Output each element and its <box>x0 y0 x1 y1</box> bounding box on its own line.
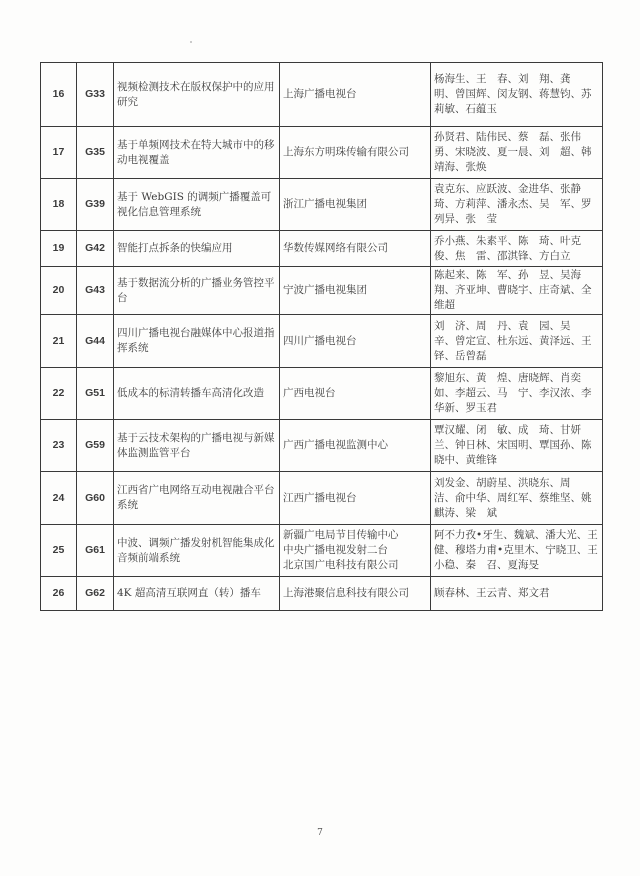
authors: 阿不力孜•牙生、魏斌、潘大光、王 健、穆塔力甫•克里木、宁晓卫、王小稳、秦 召、夏海旻 <box>431 525 603 577</box>
table-row <box>41 525 603 577</box>
row-number: 22 <box>41 368 77 420</box>
organization-line: 宁波广播电视集团 <box>283 284 367 296</box>
project-name: 基于数据流分析的广播业务管控平台 <box>114 267 280 315</box>
organization-line: 华数传媒网络有限公司 <box>283 242 388 254</box>
organization <box>280 267 431 315</box>
organization <box>280 179 431 231</box>
organization <box>280 231 431 267</box>
project-code: G60 <box>77 472 114 525</box>
project-code: G33 <box>77 63 114 127</box>
authors: 孙贤君、陆伟民、蔡 磊、张伟勇、宋晓波、夏一晨、刘 超、韩靖海、张焕 <box>431 127 603 179</box>
table-row <box>41 127 603 179</box>
row-number: 26 <box>41 577 77 611</box>
scan-speck <box>190 41 192 43</box>
row-number: 24 <box>41 472 77 525</box>
row-number: 16 <box>41 63 77 127</box>
authors: 覃汉耀、闭 敏、成 琦、甘妍兰、钟日林、宋国明、覃国孙、陈晓中、黄维锋 <box>431 420 603 472</box>
authors: 乔小燕、朱素平、陈 琦、叶克俊、焦 雷、邵淇锋、方白立 <box>431 231 603 267</box>
table-row <box>41 577 603 611</box>
project-name: 基于云技术架构的广播电视与新媒体监测监管平台 <box>114 420 280 472</box>
award-table-body <box>41 63 609 611</box>
authors: 陈起来、陈 军、孙 昱、吴海翔、齐亚坤、曹晓宇、庄奇斌、全维超 <box>431 267 603 315</box>
organization-line: 广西电视台 <box>283 387 336 399</box>
project-name: 4K 超高清互联网直（转）播车 <box>114 577 280 611</box>
project-code: G61 <box>77 525 114 577</box>
table-row <box>41 472 603 525</box>
authors: 刘发金、胡蔚星、洪晓东、周 洁、俞中华、周红军、蔡维坚、姚麒涛、梁 斌 <box>431 472 603 525</box>
project-code: G62 <box>77 577 114 611</box>
row-number: 23 <box>41 420 77 472</box>
authors: 袁克东、应跃波、金进华、张静琦、方莉萍、潘永杰、吴 军、罗列异、张 莹 <box>431 179 603 231</box>
row-number: 19 <box>41 231 77 267</box>
organization-line: 江西广播电视台 <box>283 491 357 504</box>
organization-line: 北京国广电科技有限公司 <box>283 559 399 571</box>
authors: 黎旭东、黄 煌、唐晓辉、肖奕如、李超云、马 宁、李汉浓、李华新、罗玉君 <box>431 368 603 420</box>
table-row <box>41 63 603 127</box>
project-name: 智能打点拆条的快编应用 <box>114 231 280 267</box>
organization-line: 四川广播电视台 <box>283 334 357 347</box>
authors: 顾春林、王云青、郑文君 <box>431 577 603 611</box>
table-row <box>41 267 603 315</box>
row-number: 17 <box>41 127 77 179</box>
organization-line: 广西广播电视监测中心 <box>283 439 388 451</box>
award-table <box>40 62 609 611</box>
project-code: G43 <box>77 267 114 315</box>
project-code: G39 <box>77 179 114 231</box>
organization <box>280 63 431 127</box>
organization <box>280 577 431 611</box>
project-name: 基于 WebGIS 的调频广播覆盖可视化信息管理系统 <box>114 179 280 231</box>
organization <box>280 525 431 577</box>
project-code: G42 <box>77 231 114 267</box>
row-number: 20 <box>41 267 77 315</box>
organization-line: 上海广播电视台 <box>283 88 357 100</box>
organization-line: 上海港聚信息科技有限公司 <box>283 587 409 599</box>
organization-line: 中央广播电视发射二台 <box>283 544 388 556</box>
table-row <box>41 420 603 472</box>
project-name: 江西省广电网络互动电视融合平台系统 <box>114 472 280 525</box>
project-code: G51 <box>77 368 114 420</box>
organization <box>280 420 431 472</box>
organization <box>280 472 431 525</box>
project-name: 视频检测技术在版权保护中的应用研究 <box>114 63 280 127</box>
project-name: 中波、调频广播发射机智能集成化音频前端系统 <box>114 525 280 577</box>
table-row <box>41 179 603 231</box>
organization <box>280 368 431 420</box>
project-name: 低成本的标清转播车高清化改造 <box>114 368 280 420</box>
row-number: 25 <box>41 525 77 577</box>
project-name: 四川广播电视台融媒体中心报道指挥系统 <box>114 315 280 368</box>
organization-line: 浙江广播电视集团 <box>283 198 367 210</box>
organization <box>280 127 431 179</box>
table-row <box>41 368 603 420</box>
row-number: 18 <box>41 179 77 231</box>
organization-line: 新疆广电局节目传输中心 <box>283 529 399 541</box>
organization-line: 上海东方明珠传输有限公司 <box>283 146 409 158</box>
organization <box>280 315 431 368</box>
page-number: 7 <box>317 828 323 838</box>
table-row <box>41 315 603 368</box>
project-code: G59 <box>77 420 114 472</box>
row-number: 21 <box>41 315 77 368</box>
authors: 刘 济、周 丹、袁 园、吴 辛、曾定宣、杜东远、黄泽远、王 铎、岳曾磊 <box>431 315 603 368</box>
project-code: G44 <box>77 315 114 368</box>
project-name: 基于单频网技术在特大城市中的移动电视覆盖 <box>114 127 280 179</box>
table-row <box>41 231 603 267</box>
authors: 杨海生、王 春、刘 翔、龚 明、曾国辉、闵友钢、蒋慧钧、苏莉敏、石蕴玉 <box>431 63 603 127</box>
project-code: G35 <box>77 127 114 179</box>
